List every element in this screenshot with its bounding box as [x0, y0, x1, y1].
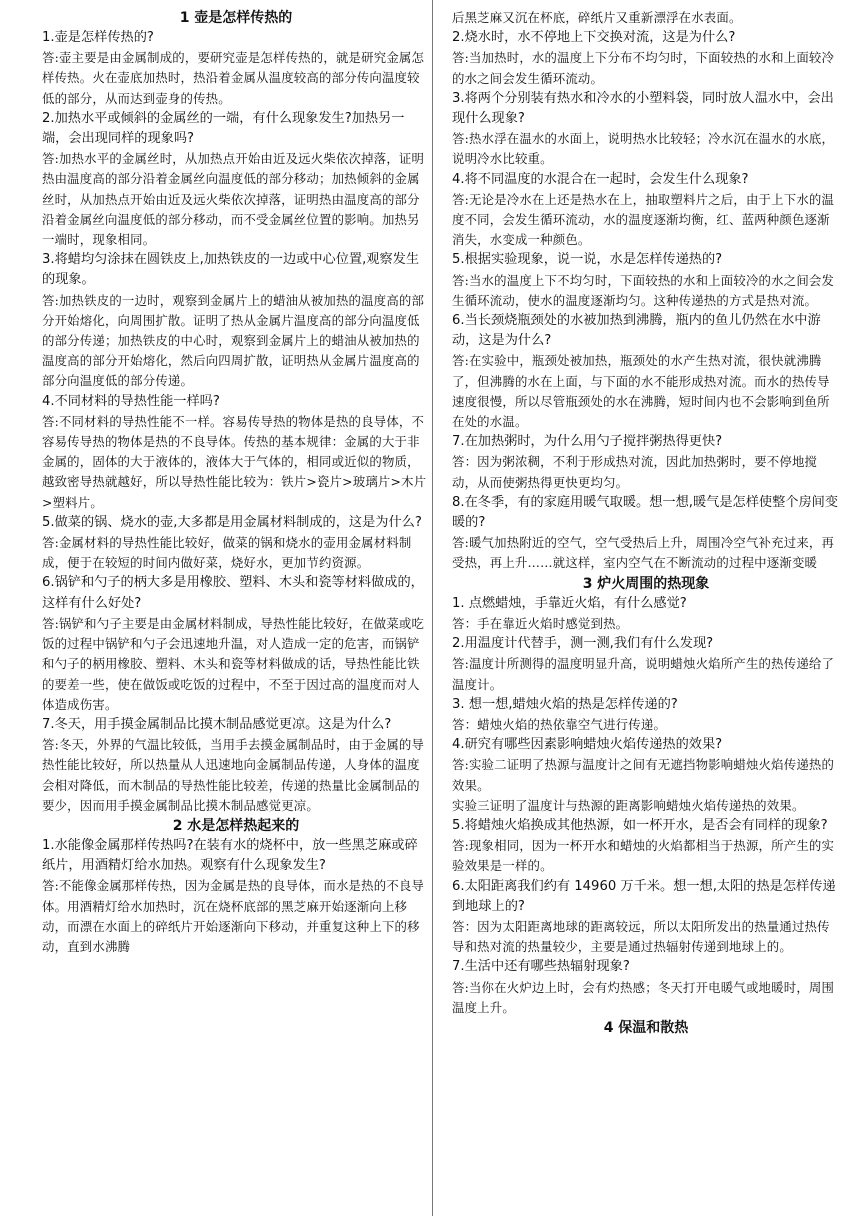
question-text: 6.太阳距离我们约有 14960 万千米。想一想,太阳的热是怎样传递到地球上的? — [452, 878, 836, 914]
answer-text: 答:热水浮在温水的水面上，说明热水比较轻；冷水沉在温水的水底，说明冷水比较重。 — [452, 131, 835, 167]
question-text: 4.研究有哪些因素影响蜡烛火焰传递热的效果? — [452, 737, 723, 753]
question-text: 2.烧水时，水不停地上下交换对流，这是为什么? — [452, 30, 736, 46]
answer-text: 答:加热水平的金属丝时，从加热点开始由近及远火柴依次掉落，证明热由温度高的部分沿着金属丝向温度低的部分移动；加热倾斜的金属丝时，从加热点开始由近及远火柴依次掉落，证明热由温度高的部分沿着金属丝向温度低的部分移动，而不受金属丝位置的影响。加热另一端时，现象相同。 — [42, 151, 425, 248]
section-heading: 3 炉火周围的热现象 — [582, 575, 710, 592]
answer-text: 答:暖气加热附近的空气，空气受热后上升，周围冷空气补充过来，再受热，再上升……就这样，室内空气在不断流动的过程中逐渐变暖 — [452, 535, 835, 571]
question-text: 3.将两个分别装有热水和冷水的小塑料袋，同时放人温水中，会出现什么现象? — [452, 90, 834, 127]
answer-text: 答:在实验中，瓶颈处被加热，瓶颈处的水产生热对流，很快就沸腾了，但沸腾的水在上面，与下面的水不能形成热对流。而水的热传导速度很慢，所以尽管瓶颈处的水在沸腾，短时间内也不会影响到鱼所在处的水温。 — [452, 353, 830, 430]
answer-text: 答:不同材料的导热性能不一样。容易传导热的物体是热的良导体，不容易传导热的物体是热的不良导体。传热的基本规律：金属的大于非金属的，固体的大于液体的，液体大于气体的，相同或近似的物质，越致密导热就越好，所以导热性能比较为：铁片>瓷片>玻璃片>木片>塑料片。 — [42, 413, 427, 510]
question-text: 1.水能像金属那样传热吗?在装有水的烧杯中，放一些黑芝麻或碎纸片，用酒精灯给水加热。观察有什么现象发生? — [42, 837, 418, 874]
question-text: 8.在冬季，有的家庭用暖气取暖。想一想,暖气是怎样使整个房间变暖的? — [452, 494, 839, 531]
question-text: 2.用温度计代替手，测一测,我们有什么发现? — [452, 636, 714, 652]
answer-text: 答:锅铲和勺子主要是由金属材料制成，导热性能比较好，在做菜或吃饭的过程中锅铲和勺子会迅速地升温，对人造成一定的危害，而锅铲和勺子的柄用橡胶、塑料、木头和瓷等材料做成的话，导热性能比铁的要差一些，使在做饭或吃饭的过程中，不至于因过高的温度而对人体造成伤害。 — [42, 615, 425, 712]
question-text: 5.根据实验现象，说一说，水是怎样传递热的? — [452, 252, 723, 268]
question-text: 2.加热水平或倾斜的金属丝的一端，有什么现象发生?加热另一端，会出现同样的现象吗? — [42, 110, 405, 147]
answer-text: 答：因为粥浓稠，不利于形成热对流，因此加热粥时，要不停地搅动，从而使粥热得更快更均匀。 — [452, 454, 818, 490]
left-column — [42, 8, 430, 957]
answer-text: 答：因为太阳距离地球的距离较远，所以太阳所发出的热量通过热传导和热对流的热量较少，主要是通过热辐射传递到地球上的。 — [452, 918, 830, 955]
answer-text: 答:冬天，外界的气温比较低，当用手去摸金属制品时，由于金属的导热性能比较好，所以热量从人迅速地向金属制品传递，人身体的温度会相对降低，而木制品的导热性能比较差，传递的热量比金属制品的要少，因而用手摸金属制品比摸木制品感觉更凉。 — [42, 737, 425, 813]
answer-text: 答:壶主要是由金属制成的，要研究壶是怎样传热的，就是研究金属怎样传热。火在壶底加热时，热沿着金属从温度较高的部分传向温度较低的部分，从而达到壶身的传热。 — [42, 50, 425, 106]
question-text: 5.将蜡烛火焰换成其他热源，如一杯开水，是否会有同样的现象? — [452, 817, 828, 833]
question-text: 5.做菜的锅、烧水的壶,大多都是用金属材料制成的，这是为什么? — [42, 514, 422, 530]
answer-text: 实验三证明了温度计与热源的距离影响蜡烛火焰传递热的效果。 — [452, 797, 805, 813]
section-heading: 1 壶是怎样传热的 — [179, 10, 293, 26]
question-text: 7.生活中还有哪些热辐射现象? — [452, 959, 630, 975]
section-heading: 2 水是怎样热起来的 — [172, 817, 300, 834]
answer-text: 答:温度计所测得的温度明显升高，说明蜡烛火焰所产生的热传递给了温度计。 — [452, 656, 835, 692]
column-divider — [432, 0, 433, 1216]
answer-text: 答:加热铁皮的一边时，观察到金属片上的蜡油从被加热的温度高的部分开始熔化，向周围扩散。证明了热从金属片温度高的部分向温度低的部分传递；加热铁皮的中心时，观察到金属片上的蜡油从被加热的温度高的部分开始熔化，然后向四周扩散，证明热从金属片温度高的部分向温度低的部分传递。 — [42, 292, 425, 389]
question-text: 4.不同材料的导热性能一样吗? — [42, 393, 220, 409]
answer-text: 答：手在靠近火焰时感觉到热。 — [452, 615, 629, 631]
answer-text: 答:实验二证明了热源与温度计之间有无遮挡物影响蜡烛火焰传递热的效果。 — [452, 757, 835, 793]
right-column — [452, 8, 840, 1038]
question-text: 3. 想一想,蜡烛火焰的热是怎样传递的? — [452, 696, 678, 712]
question-text: 1.壶是怎样传热的? — [42, 30, 154, 45]
answer-text: 答:当你在火炉边上时，会有灼热感；冬天打开电暖气或地暖时，周围温度上升。 — [452, 979, 835, 1015]
question-text: 7.在加热粥时，为什么用勺子搅拌粥热得更快? — [452, 434, 723, 450]
answer-text: 答:当加热时，水的温度上下分布不均匀时，下面较热的水和上面较冷的水之间会发生循环流动。 — [452, 50, 835, 86]
answer-text: 答:金属材料的导热性能比较好，做菜的锅和烧水的壶用金属材料制成，便于在较短的时间内做好菜，烧好水，更加节约资源。 — [42, 535, 412, 571]
question-text: 6.锅铲和勺子的柄大多是用橡胶、塑料、木头和瓷等材料做成的，这样有什么好处? — [42, 575, 424, 611]
answer-text: 答:当水的温度上下不均匀时，下面较热的水和上面较冷的水之间会发生循环流动，使水的温度逐渐均匀。这种传递热的方式是热对流。 — [452, 272, 835, 308]
answer-text: 答:无论是冷水在上还是热水在上，抽取塑料片之后，由于上下水的温度不同，会发生循环流动，水的温度逐渐均衡，红、蓝两种颜色逐渐消失，水变成一种颜色。 — [452, 191, 835, 248]
answer-text: 答:不能像金属那样传热，因为金属是热的良导体，而水是热的不良导体。用酒精灯给水加热时，沉在烧杯底部的黑芝麻开始逐渐向上移动，而漂在水面上的碎纸片开始逐渐向下移动，并重复这种上下的移动，直到水沸腾 — [42, 878, 425, 954]
answer-text: 答：蜡烛火焰的热依靠空气进行传递。 — [452, 716, 667, 732]
question-text: 3.将蜡均匀涂抹在圆铁皮上,加热铁皮的一边或中心位置,观察发生的现象。 — [42, 252, 420, 288]
section-heading: 4 保温和散热 — [603, 1019, 689, 1036]
question-text: 1. 点燃蜡烛，手靠近火焰，有什么感觉? — [452, 595, 687, 611]
question-text: 6.当长颈烧瓶颈处的水被加热到沸腾，瓶内的鱼儿仍然在水中游动，这是为什么? — [452, 313, 821, 349]
question-text: 4.将不同温度的水混合在一起时，会发生什么现象? — [452, 171, 749, 187]
answer-text: 答:现象相同，因为一杯开水和蜡烛的火焰都相当于热源，所产生的实验效果是一样的。 — [452, 838, 835, 874]
answer-text: 后黑芝麻又沉在杯底，碎纸片又重新漂浮在水表面。 — [452, 10, 742, 25]
question-text: 7.冬天，用手摸金属制品比摸木制品感觉更凉。这是为什么? — [42, 716, 392, 732]
